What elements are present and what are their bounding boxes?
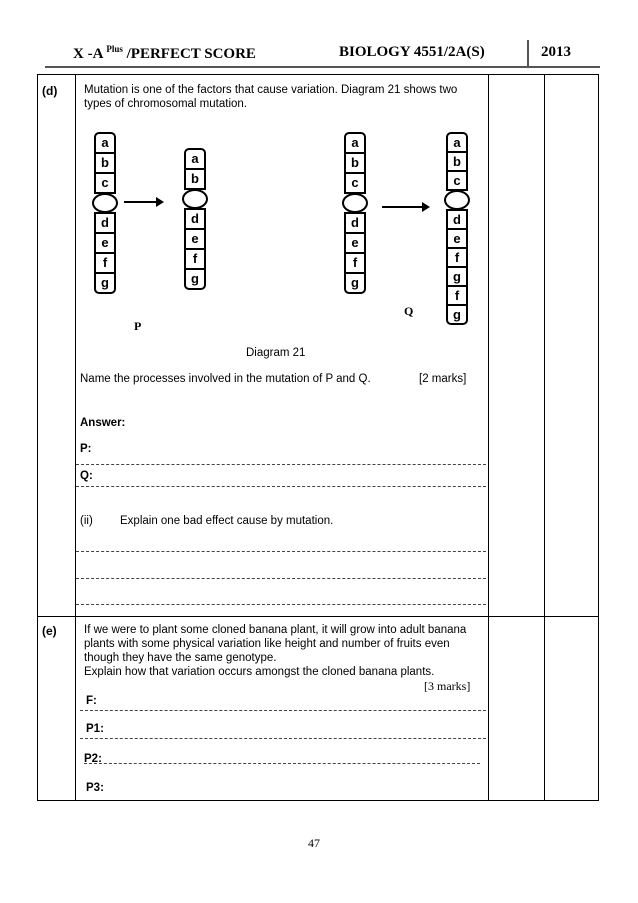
answer-label: Answer: [80, 417, 126, 429]
question-table [37, 74, 599, 801]
answer-line[interactable] [80, 738, 486, 739]
gene-segment: a [344, 132, 366, 154]
gene-segment: f [94, 252, 116, 274]
gene-segment: a [446, 132, 468, 153]
answer-line[interactable] [76, 551, 486, 552]
gene-segment: b [446, 151, 468, 172]
gene-segment: c [344, 172, 366, 194]
page-number: 47 [308, 836, 320, 850]
gene-segment: d [184, 208, 206, 230]
table-col-divider [488, 74, 489, 801]
gene-segment: f [184, 248, 206, 270]
table-row-divider [37, 616, 599, 617]
answer-line[interactable] [76, 578, 486, 579]
answer-f-label: F: [86, 695, 97, 707]
header-year: 2013 [541, 44, 571, 60]
sub-question-text: Explain one bad effect cause by mutation. [120, 515, 334, 527]
header-divider [527, 40, 529, 66]
gene-segment: a [184, 148, 206, 170]
gene-segment: a [94, 132, 116, 154]
gene-segment: f [446, 247, 468, 268]
answer-p2-label: P2: [84, 753, 102, 765]
gene-segment: b [94, 152, 116, 174]
gene-segment: c [446, 170, 468, 191]
table-col-divider [75, 74, 76, 801]
gene-segment: e [184, 228, 206, 250]
table-col-divider [544, 74, 545, 801]
intro-line: types of chromosomal mutation. [84, 98, 247, 110]
gene-segment: g [446, 304, 468, 325]
gene-segment: d [94, 212, 116, 234]
centromere [444, 190, 470, 210]
section-label-d: (d) [42, 84, 58, 98]
header-subject: BIOLOGY 4551/2A(S) [339, 44, 485, 60]
centromere [182, 189, 208, 209]
gene-segment: f [344, 252, 366, 274]
marks: [2 marks] [419, 373, 467, 385]
gene-segment: g [344, 272, 366, 294]
answer-line[interactable] [80, 710, 486, 711]
answer-line[interactable] [84, 763, 480, 764]
gene-segment: g [184, 268, 206, 290]
gene-segment: d [344, 212, 366, 234]
section-label-e: (e) [42, 624, 57, 638]
label-q: Q [404, 304, 414, 318]
answer-q-label: Q: [80, 470, 93, 482]
label-p: P [134, 319, 142, 333]
gene-segment: f [446, 285, 468, 306]
answer-p3-label: P3: [86, 782, 104, 794]
gene-segment: d [446, 209, 468, 230]
arrow-icon [380, 199, 432, 215]
intro-line: Mutation is one of the factors that cause variation. Diagram 21 shows two [84, 84, 458, 96]
gene-segment: c [94, 172, 116, 194]
diagram-caption: Diagram 21 [246, 347, 306, 359]
gene-segment: b [344, 152, 366, 174]
question-line: If we were to plant some cloned banana plant, it will grow into adult banana [84, 624, 467, 636]
gene-segment: e [446, 228, 468, 249]
question-text: Name the processes involved in the mutation of P and Q. [80, 373, 371, 385]
sub-question-number: (ii) [80, 515, 93, 527]
marks: [3 marks] [424, 679, 471, 693]
question-line: plants with some physical variation like height and number of fruits even [84, 638, 450, 650]
centromere [92, 193, 118, 213]
centromere [342, 193, 368, 213]
gene-segment: b [184, 168, 206, 190]
answer-line[interactable] [76, 486, 486, 487]
answer-line[interactable] [76, 604, 486, 605]
question-line: Explain how that variation occurs amongst the cloned banana plants. [84, 666, 435, 678]
question-line: though they have the same genotype. [84, 652, 277, 664]
gene-segment: e [344, 232, 366, 254]
answer-p1-label: P1: [86, 723, 104, 735]
gene-segment: g [446, 266, 468, 287]
header-rule [45, 66, 600, 68]
answer-p-label: P: [80, 443, 92, 455]
gene-segment: e [94, 232, 116, 254]
answer-line[interactable] [76, 464, 486, 465]
gene-segment: g [94, 272, 116, 294]
arrow-icon [122, 194, 166, 210]
header-title: X -A $^{Plus}$ /PERFECT SCORE [73, 44, 256, 62]
page-header [45, 40, 600, 68]
